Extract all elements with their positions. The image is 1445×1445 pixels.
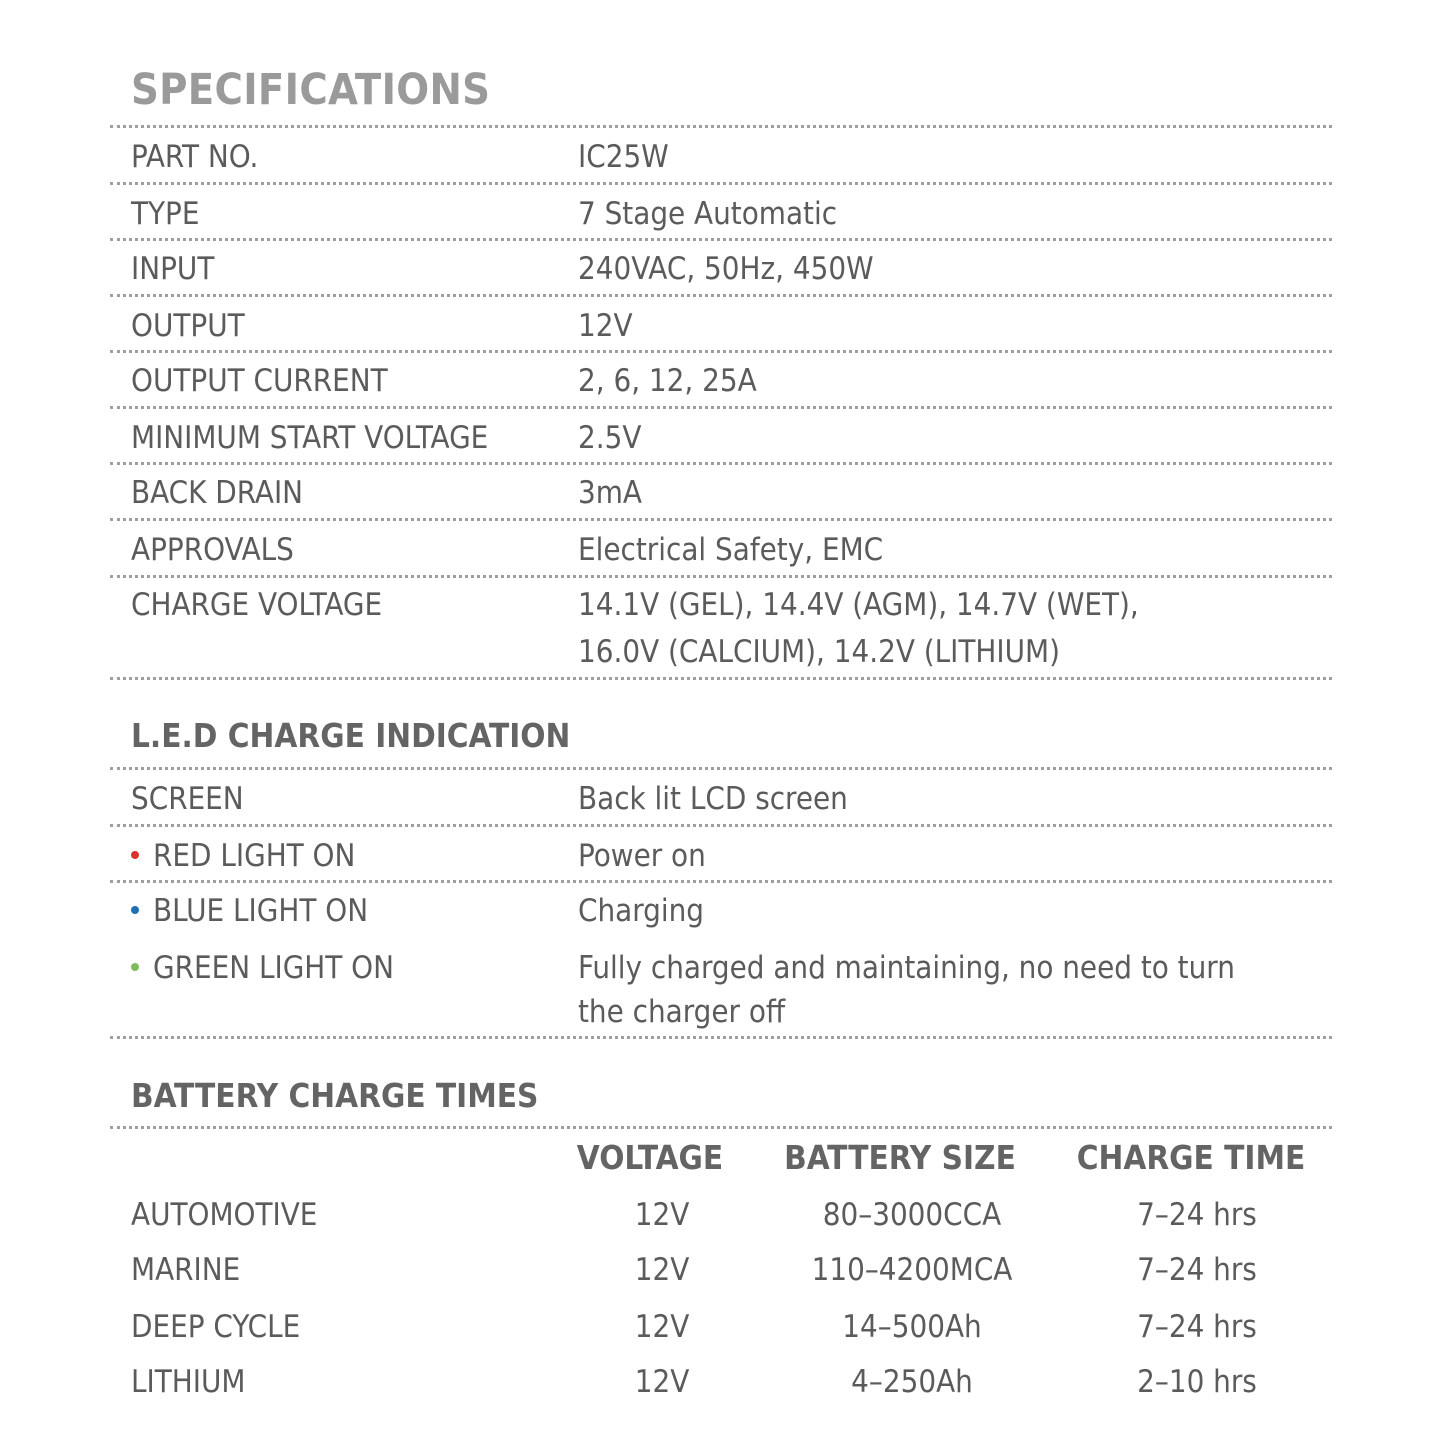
divider xyxy=(110,1036,1332,1039)
battery-time-marine: 7–24 hrs xyxy=(1137,1252,1257,1288)
led-value-green-line1: Fully charged and maintaining, no need to turn xyxy=(578,950,1235,986)
green-dot-icon xyxy=(131,963,139,971)
divider xyxy=(110,677,1332,680)
led-value-screen: Back lit LCD screen xyxy=(578,781,848,817)
battery-time-automotive: 7–24 hrs xyxy=(1137,1197,1257,1233)
battery-voltage-deep-cycle: 12V xyxy=(634,1309,690,1345)
spec-value-type: 7 Stage Automatic xyxy=(578,196,838,232)
spec-value-charge-voltage-line1: 14.1V (GEL), 14.4V (AGM), 14.7V (WET), xyxy=(578,587,1139,623)
divider xyxy=(110,238,1332,241)
led-label-green xyxy=(131,948,394,988)
battery-section-title: BATTERY CHARGE TIMES xyxy=(131,1076,539,1115)
divider xyxy=(110,182,1332,185)
battery-time-lithium: 2–10 hrs xyxy=(1137,1364,1257,1400)
spec-label-part-no: PART NO. xyxy=(131,139,259,175)
battery-size-marine: 110–4200MCA xyxy=(811,1252,1013,1288)
divider xyxy=(110,294,1332,297)
spec-value-output: 12V xyxy=(578,308,633,344)
led-value-green-line2: the charger off xyxy=(578,994,786,1030)
divider xyxy=(110,406,1332,409)
spec-label-input: INPUT xyxy=(131,251,215,287)
led-label-red xyxy=(131,836,355,876)
spec-label-output: OUTPUT xyxy=(131,308,245,344)
led-section-title: L.E.D CHARGE INDICATION xyxy=(131,716,571,755)
divider xyxy=(110,1126,1332,1129)
col-header-voltage: VOLTAGE xyxy=(576,1138,724,1177)
spec-label-back-drain: BACK DRAIN xyxy=(131,475,304,511)
blue-dot-icon xyxy=(131,906,139,914)
spec-label-min-start-voltage: MINIMUM START VOLTAGE xyxy=(131,420,489,456)
battery-time-deep-cycle: 7–24 hrs xyxy=(1137,1309,1257,1345)
spec-label-output-current: OUTPUT CURRENT xyxy=(131,363,388,399)
specifications-title: SPECIFICATIONS xyxy=(131,65,491,115)
spec-value-input: 240VAC, 50Hz, 450W xyxy=(578,251,874,287)
battery-type-lithium: LITHIUM xyxy=(131,1364,246,1400)
spec-value-min-start-voltage: 2.5V xyxy=(578,420,642,456)
divider xyxy=(110,125,1332,128)
led-label-blue xyxy=(131,891,368,931)
divider xyxy=(110,824,1332,827)
led-label-red-text: RED LIGHT ON xyxy=(153,838,356,874)
divider xyxy=(110,767,1332,770)
spec-value-back-drain: 3mA xyxy=(578,475,642,511)
led-value-blue: Charging xyxy=(578,893,705,929)
led-label-blue-text: BLUE LIGHT ON xyxy=(153,893,369,929)
divider xyxy=(110,880,1332,883)
battery-size-lithium: 4–250Ah xyxy=(851,1364,973,1400)
divider xyxy=(110,350,1332,353)
led-label-green-text: GREEN LIGHT ON xyxy=(153,950,394,986)
spec-value-approvals: Electrical Safety, EMC xyxy=(578,532,884,568)
spec-value-output-current: 2, 6, 12, 25A xyxy=(578,363,757,399)
battery-type-deep-cycle: DEEP CYCLE xyxy=(131,1309,301,1345)
battery-voltage-marine: 12V xyxy=(634,1252,690,1288)
battery-type-automotive: AUTOMOTIVE xyxy=(131,1197,318,1233)
led-value-red: Power on xyxy=(578,838,706,874)
divider xyxy=(110,518,1332,521)
spec-label-charge-voltage: CHARGE VOLTAGE xyxy=(131,587,383,623)
battery-voltage-automotive: 12V xyxy=(634,1197,690,1233)
spec-label-type: TYPE xyxy=(131,196,200,232)
led-label-screen: SCREEN xyxy=(131,781,244,817)
col-header-battery-size: BATTERY SIZE xyxy=(784,1138,1016,1177)
battery-type-marine: MARINE xyxy=(131,1252,241,1288)
battery-size-deep-cycle: 14–500Ah xyxy=(842,1309,982,1345)
spec-value-part-no: IC25W xyxy=(578,139,669,175)
divider xyxy=(110,462,1332,465)
battery-voltage-lithium: 12V xyxy=(634,1364,690,1400)
battery-size-automotive: 80–3000CCA xyxy=(822,1197,1002,1233)
col-header-charge-time: CHARGE TIME xyxy=(1076,1138,1306,1177)
divider xyxy=(110,575,1332,578)
spec-value-charge-voltage-line2: 16.0V (CALCIUM), 14.2V (LITHIUM) xyxy=(578,634,1060,670)
red-dot-icon xyxy=(131,851,139,859)
spec-sheet xyxy=(110,0,1332,1445)
spec-label-approvals: APPROVALS xyxy=(131,532,294,568)
